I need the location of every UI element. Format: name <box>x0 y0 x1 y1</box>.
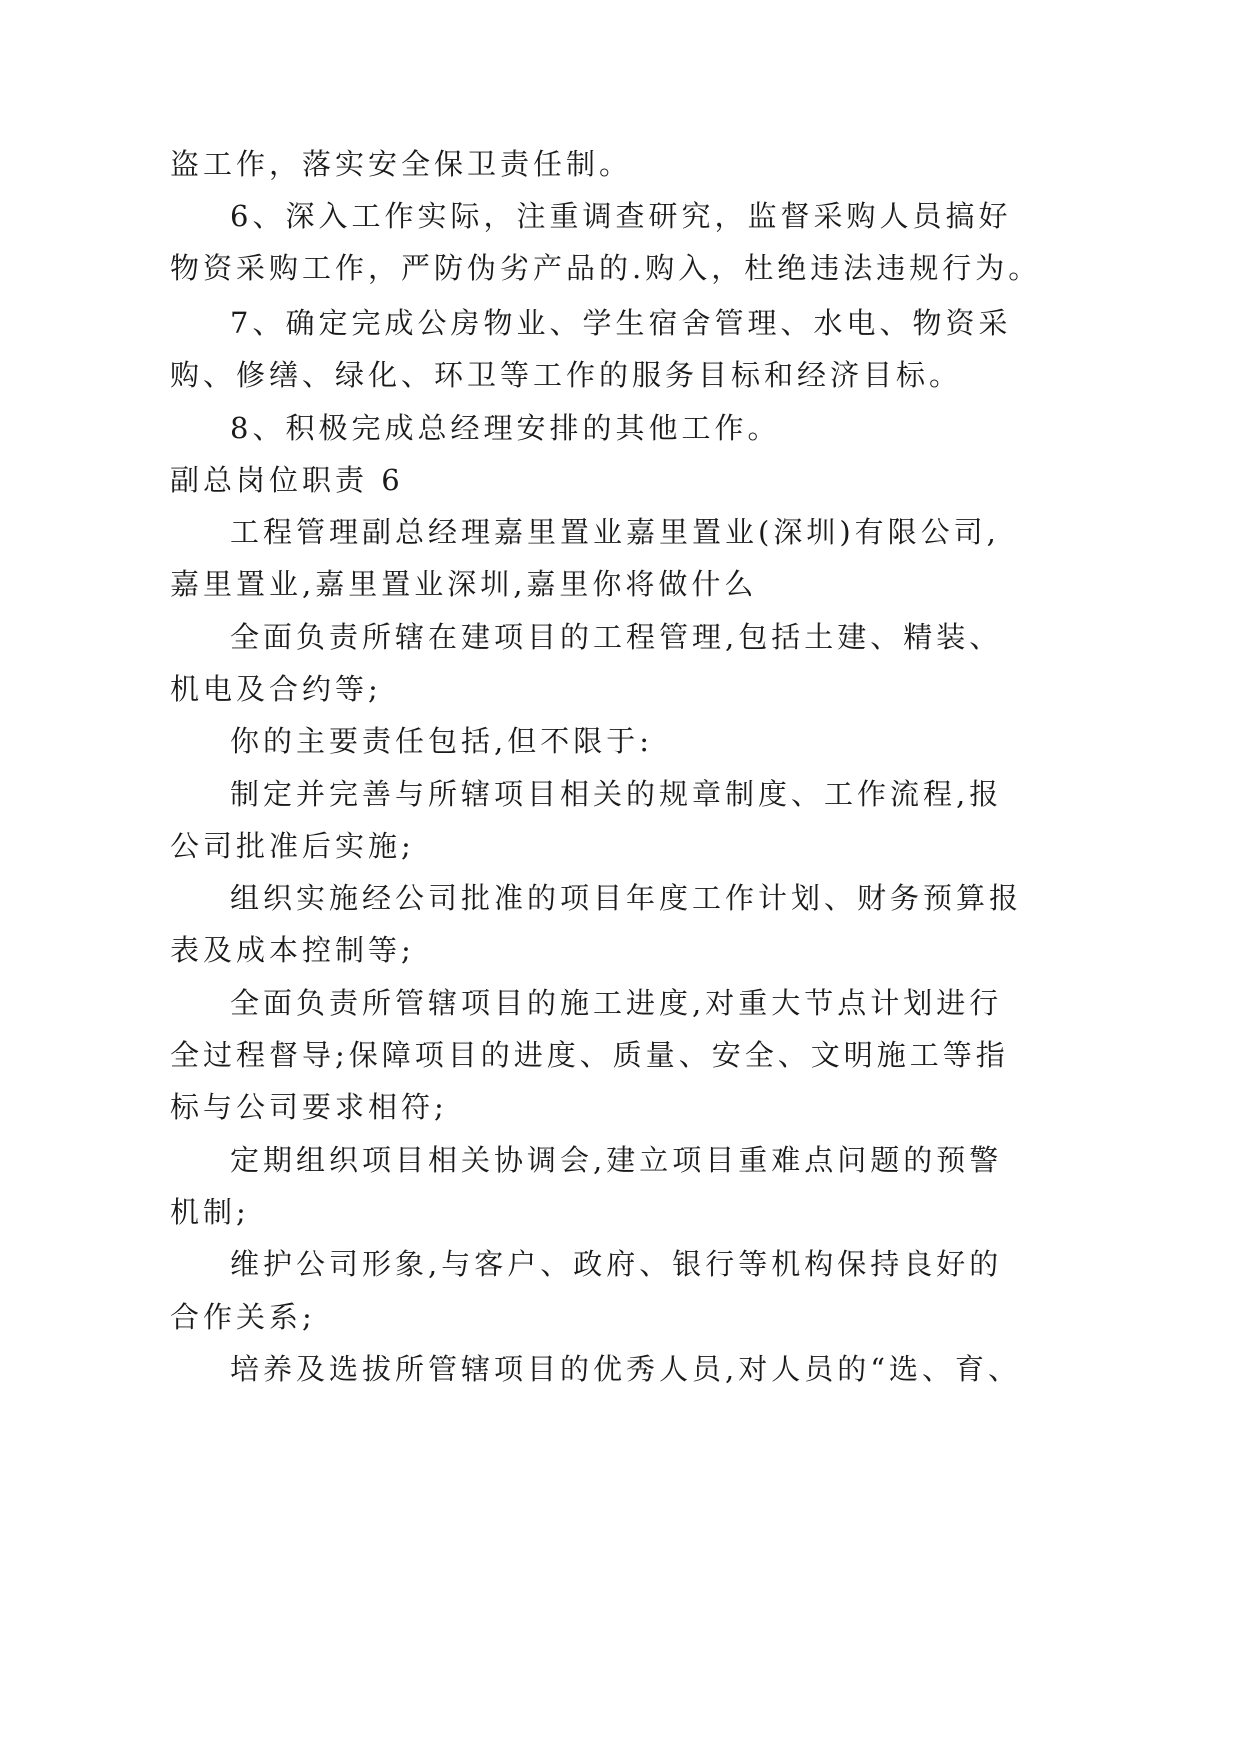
text-line: 购、修缮、绿化、环卫等工作的服务目标和经济目标。 <box>170 358 963 392</box>
text-line: 定期组织项目相关协调会,建立项目重难点问题的预警 <box>230 1143 1003 1177</box>
text-line: 8、积极完成总经理安排的其他工作。 <box>230 411 781 445</box>
text-line: 合作关系; <box>170 1300 316 1334</box>
text-line: 全过程督导;保障项目的进度、质量、安全、文明施工等指 <box>170 1038 1009 1072</box>
text-line: 培养及选拔所管辖项目的优秀人员,对人员的“选、育、 <box>230 1352 1022 1386</box>
text-line: 组织实施经公司批准的项目年度工作计划、财务预算报 <box>230 881 1023 915</box>
text-line: 表及成本控制等; <box>170 933 415 967</box>
text-line: 全面负责所辖在建项目的工程管理,包括土建、精装、 <box>230 620 1003 654</box>
text-line: 物资采购工作，严防伪劣产品的.购入，杜绝违法违规行为。 <box>170 251 1042 285</box>
text-line: 机制; <box>170 1195 250 1229</box>
text-line: 6、深入工作实际，注重调查研究，监督采购人员搞好 <box>230 199 1012 233</box>
text-line: 7、确定完成公房物业、学生宿舍管理、水电、物资采 <box>230 306 1012 340</box>
text-line: 嘉里置业,嘉里置业深圳,嘉里你将做什么 <box>170 567 758 601</box>
text-line: 全面负责所管辖项目的施工进度,对重大节点计划进行 <box>230 986 1003 1020</box>
text-line: 制定并完善与所辖项目相关的规章制度、工作流程,报 <box>230 777 1003 811</box>
text-line: 标与公司要求相符; <box>170 1090 448 1124</box>
text-line: 公司批准后实施; <box>170 829 415 863</box>
section-heading: 副总岗位职责 6 <box>170 463 404 497</box>
text-line: 维护公司形象,与客户、政府、银行等机构保持良好的 <box>230 1247 1003 1281</box>
text-line: 机电及合约等; <box>170 672 382 706</box>
text-line: 你的主要责任包括,但不限于: <box>230 724 653 758</box>
text-line: 工程管理副总经理嘉里置业嘉里置业(深圳)有限公司, <box>230 515 1000 549</box>
text-line: 盗工作，落实安全保卫责任制。 <box>170 147 633 181</box>
